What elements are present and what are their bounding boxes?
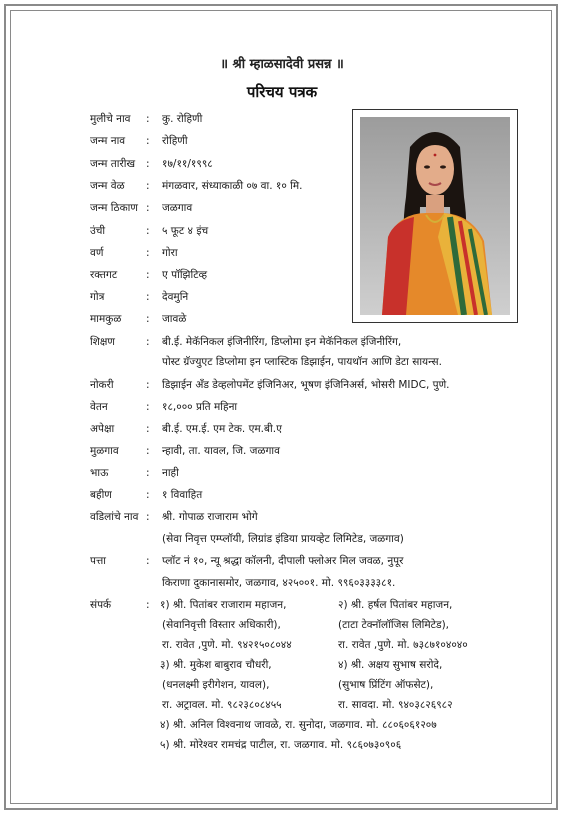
detail-colon: : bbox=[146, 445, 150, 457]
detail-label: मुळगाव bbox=[90, 445, 119, 457]
detail-value: १८,००० प्रति महिना bbox=[162, 401, 238, 413]
detail-colon: : bbox=[146, 489, 150, 501]
detail-label: वर्ण bbox=[90, 247, 104, 259]
detail-colon: : bbox=[146, 225, 150, 237]
detail-label: रक्तगट bbox=[90, 269, 118, 281]
detail-label: जन्म वेळ bbox=[90, 180, 125, 192]
invocation-heading: ॥ श्री म्हाळसादेवी प्रसन्न ॥ bbox=[220, 57, 344, 72]
contact-right-line: रा. रावेत ,पुणे. मो. ७३८७१०४०४० bbox=[338, 639, 468, 651]
detail-colon: : bbox=[146, 180, 150, 192]
detail-value: गोरा bbox=[162, 247, 178, 259]
detail-value: ५ फूट ४ इंच bbox=[162, 225, 209, 237]
detail-value: न्हावी, ता. यावल, जि. जळगाव bbox=[162, 445, 280, 457]
detail-colon: : bbox=[146, 401, 150, 413]
detail-colon: : bbox=[146, 555, 150, 567]
detail-value: ए पॉझिटिव्ह bbox=[162, 269, 208, 281]
detail-label: नोकरी bbox=[90, 379, 114, 391]
detail-value: कु. रोहिणी bbox=[162, 113, 203, 125]
detail-label: मुलीचे नाव bbox=[90, 113, 131, 125]
detail-value: जळगाव bbox=[162, 202, 193, 214]
contact-left-line: ३) श्री. मुकेश बाबुराव चौधरी, bbox=[160, 659, 272, 671]
detail-colon: : bbox=[146, 467, 150, 479]
detail-label: शिक्षण bbox=[90, 336, 115, 348]
detail-label: बहीण bbox=[90, 489, 112, 501]
detail-value: प्लॉट नं १०, न्यू श्रद्धा कॉलनी, दीपाली फ्लोअर मिल जवळ, नुपूर bbox=[162, 555, 404, 567]
detail-label: जन्म ठिकाण bbox=[90, 202, 138, 214]
detail-value-continued: पोस्ट ग्रॅज्युएट डिप्लोमा इन प्लास्टिक डिझाईन, पायथॉन आणि डेटा सायन्स. bbox=[162, 356, 442, 368]
contact-left-line: रा. अट्रावल. मो. ९८२३८०८४५५ bbox=[162, 699, 282, 711]
contact-extra-line: ४) श्री. अनिल विश्वनाथ जावळे, रा. सुनोदा, जळगाव. मो. ८८०६०६१२०७ bbox=[160, 719, 437, 731]
detail-colon: : bbox=[146, 269, 150, 281]
detail-colon: : bbox=[146, 336, 150, 348]
contact-right-line: २) श्री. हर्षल पितांबर महाजन, bbox=[338, 599, 453, 611]
detail-value: १ विवाहित bbox=[162, 489, 203, 501]
detail-value: १७/११/१९९८ bbox=[162, 158, 213, 170]
detail-value: रोहिणी bbox=[162, 135, 188, 147]
contact-extra-line: ५) श्री. मोरेश्वर रामचंद्र पाटील, रा. जळगाव. मो. ९८६०७३०९०६ bbox=[160, 739, 402, 751]
contact-right-line: ४) श्री. अक्षय सुभाष सरोदे, bbox=[338, 659, 443, 671]
detail-colon: : bbox=[146, 247, 150, 259]
contact-left-line: १) श्री. पितांबर राजाराम महाजन, bbox=[160, 599, 287, 611]
detail-value-continued: (सेवा निवृत्त एम्प्लॉयी, लिग्रांड इंडिया प्रायव्हेट लिमिटेड, जळगाव) bbox=[162, 533, 404, 545]
detail-value: देवमुनि bbox=[162, 291, 189, 303]
detail-label: जन्म तारीख bbox=[90, 158, 136, 170]
contact-right-line: (सुभाष प्रिंटिंग ऑफसेट), bbox=[338, 679, 434, 691]
detail-label: जन्म नाव bbox=[90, 135, 126, 147]
detail-value: बी.ई. एम.ई. एम टेक. एम.बी.ए bbox=[162, 423, 282, 435]
detail-label: पत्ता bbox=[90, 555, 106, 567]
detail-colon: : bbox=[146, 291, 150, 303]
detail-label: उंची bbox=[90, 225, 106, 237]
detail-value: मंगळवार, संध्याकाळी ०७ वा. १० मि. bbox=[162, 180, 303, 192]
contacts-colon: : bbox=[146, 599, 150, 611]
detail-label: गोत्र bbox=[90, 291, 105, 303]
detail-value: श्री. गोपाळ राजाराम भोगे bbox=[162, 511, 258, 523]
detail-value: बी.ई. मेकॅनिकल इंजिनीरिंग, डिप्लोमा इन मेकॅनिकल इंजिनीरिंग, bbox=[162, 336, 402, 348]
document-title: परिचय पत्रक bbox=[246, 83, 318, 101]
detail-label: भाऊ bbox=[90, 467, 109, 479]
detail-colon: : bbox=[146, 135, 150, 147]
contact-right-line: रा. सावदा. मो. ९४०३८२६९८२ bbox=[338, 699, 453, 711]
detail-value: डिझाईन अ‍ॅंड डेव्हलोपमेंट इंजिनिअर, भूषण इंजिनिअर्स, भोसरी MIDC, पुणे. bbox=[162, 379, 450, 391]
detail-colon: : bbox=[146, 202, 150, 214]
contact-right-line: (टाटा टेक्नॉलॉजिस लिमिटेड), bbox=[338, 619, 450, 631]
detail-colon: : bbox=[146, 379, 150, 391]
detail-colon: : bbox=[146, 158, 150, 170]
detail-colon: : bbox=[146, 423, 150, 435]
detail-label: वेतन bbox=[90, 401, 108, 413]
contacts-label: संपर्क bbox=[90, 599, 112, 611]
contact-left-line: (सेवानिवृत्ती विस्तार अधिकारी), bbox=[162, 619, 281, 631]
contact-left-line: (धनलक्ष्मी इरीगेशन, यावल), bbox=[162, 679, 270, 691]
detail-value: नाही bbox=[162, 467, 179, 479]
detail-label: अपेक्षा bbox=[90, 423, 115, 435]
detail-label: वडिलांचे नाव bbox=[90, 511, 139, 523]
detail-colon: : bbox=[146, 313, 150, 325]
contact-left-line: रा. रावेत ,पुणे. मो. ९४२१५०८०४४ bbox=[162, 639, 292, 651]
detail-value: जावळे bbox=[162, 313, 187, 325]
detail-label: मामकुळ bbox=[90, 313, 122, 325]
detail-colon: : bbox=[146, 113, 150, 125]
detail-value-continued: किराणा दुकानासमोर, जळगाव, ४२५००१. मो. ९९६०३३३३८१. bbox=[162, 577, 396, 589]
detail-colon: : bbox=[146, 511, 150, 523]
